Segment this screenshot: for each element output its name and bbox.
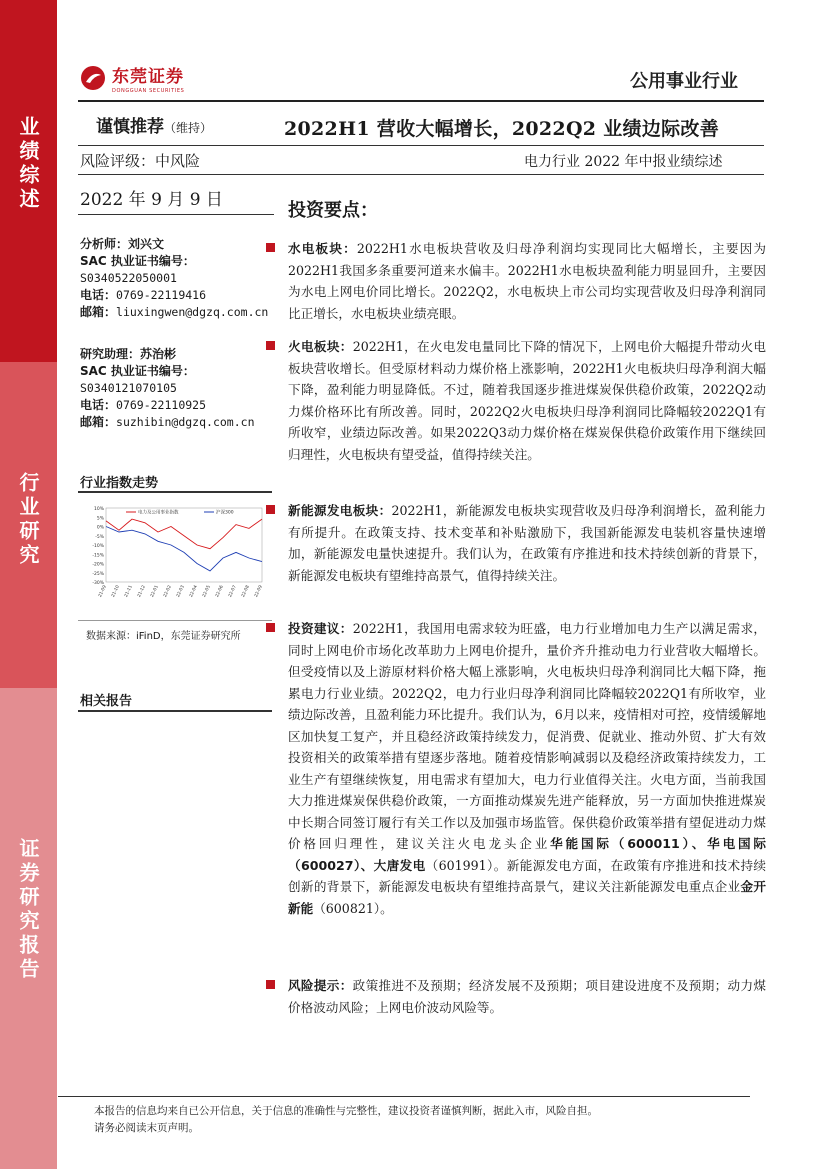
assistant-cert: S0340121070105 xyxy=(80,381,177,395)
x-tick-label: 21-11 xyxy=(123,584,134,599)
key-points-title: 投资要点： xyxy=(288,200,378,221)
sidebar-label-industry: 行业研究 xyxy=(16,472,40,568)
bullet-icon xyxy=(266,341,275,350)
logo-subtext: DONGGUAN SECURITIES xyxy=(112,88,185,94)
disclaimer xyxy=(94,1103,598,1137)
index-trend-chart xyxy=(86,500,266,610)
x-tick-label: 22-08 xyxy=(240,584,251,599)
bullet-icon xyxy=(266,980,275,989)
y-tick-label: -20% xyxy=(92,562,104,568)
stock-jinkai-code: （600821） xyxy=(313,900,381,916)
x-tick-label: 21-09 xyxy=(97,584,108,599)
divider xyxy=(78,491,272,493)
bullet-icon xyxy=(266,623,275,632)
assistant-info xyxy=(80,346,280,431)
report-headline: 2022H1 营收大幅增长，2022Q2 业绩边际改善 xyxy=(284,118,720,140)
paragraph-text: 2022H1水电板块营收及归母净利润均实现同比大幅增长，主要因为2022H1我国多条重要河道来水偏丰。2022H1水电板块盈利能力明显回升，主要因为水电上网电价同比增长。2022Q2，水电板块上市公司均实现营收及归母净利润同比正增长，水电板块业绩亮眼。 xyxy=(288,241,767,321)
x-tick-label: 22-05 xyxy=(201,584,212,599)
chart-source: 数据来源：iFinD，东莞证券研究所 xyxy=(86,631,241,642)
y-tick-label: 0% xyxy=(96,525,104,531)
paragraph-label: 风险提示： xyxy=(288,978,353,993)
x-tick-label: 22-07 xyxy=(227,584,238,599)
paragraph-label: 投资建议： xyxy=(288,621,353,636)
disclaimer-line: 请务必阅读末页声明。 xyxy=(94,1122,199,1134)
y-tick-label: 5% xyxy=(96,516,104,522)
divider xyxy=(78,620,272,621)
x-tick-label: 21-10 xyxy=(110,584,121,599)
divider xyxy=(78,145,764,146)
sidebar-segment-review xyxy=(0,0,57,362)
index-trend-title: 行业指数走势 xyxy=(80,476,159,491)
divider xyxy=(78,174,764,175)
sidebar xyxy=(0,0,57,1169)
paragraph-text: 2022H1，新能源发电板块实现营收及归母净利润增长，盈利能力有所提升。在政策支持、技术变革和补贴激励下，我国新能源发电装机容量快速增加，新能源发电量快速提升。我们认为，在政策有序推进和技术持续创新的背景下，新能源发电板块有望维持高景气，值得持续关注。 xyxy=(288,503,767,583)
separator: 、 xyxy=(691,836,708,851)
legend-label-1: 电力及公用事业指数 xyxy=(138,510,179,516)
y-tick-label: -5% xyxy=(95,534,104,540)
x-tick-label: 22-06 xyxy=(214,584,225,599)
series-line-1 xyxy=(106,519,262,549)
y-tick-label: 10% xyxy=(93,507,104,512)
bullet-icon xyxy=(266,243,275,252)
analyst-cert-label: SAC 执业证书编号： xyxy=(80,254,195,268)
logo-text: 东莞证券 xyxy=(112,67,184,87)
rating-note: （维持） xyxy=(164,121,213,135)
x-tick-label: 22-03 xyxy=(175,584,186,599)
plot-area xyxy=(106,508,262,582)
rating-label: 谨慎推荐 xyxy=(96,117,164,137)
stock-datang: 大唐发电 xyxy=(373,857,426,873)
series-line-2 xyxy=(106,527,262,571)
company-logo xyxy=(80,62,184,94)
paragraph-end: 。 xyxy=(380,900,393,916)
y-tick-label: -30% xyxy=(92,581,104,586)
divider xyxy=(78,710,272,712)
analyst-email-label: 邮箱： xyxy=(80,305,117,319)
industry-label: 公用事业行业 xyxy=(630,71,738,92)
sidebar-label-report: 证券研究报告 xyxy=(16,838,40,982)
assistant-tel: 0769-22110925 xyxy=(116,398,207,412)
paragraph-thermal xyxy=(288,336,766,465)
sidebar-segment-report xyxy=(0,688,57,1169)
y-tick-label: -15% xyxy=(92,553,104,559)
divider xyxy=(78,214,274,215)
stock-datang-code: （601991） xyxy=(425,857,494,873)
paragraph-risk xyxy=(288,975,766,1018)
paragraph-text: 。新能源发电方面，在政策有序推进和技术持续创新的背景下，新能源发电板块有望维持高景气，建议关注新能源发电重点企业 xyxy=(288,857,767,894)
paragraph-text: 2022H1，在火电发电量同比下降的情况下，上网电价大幅提升带动火电板块营收增长。但受原材料动力煤价格上涨影响，2022H1火电板块归母净利润大幅下降，盈利能力明显降低。不过，随着我国逐步推进煤炭保供稳价政策，2022Q2动力煤价格环比有所改善。同时，2022Q2火电板块归母净利润同比降幅较2022Q1有所收窄，业绩边际改善。如果2022Q3动力煤价格在煤炭保供稳价政策作用下继续回归理性，火电板块有望受益，值得持续关注。 xyxy=(288,339,767,462)
assistant-name: 研究助理：苏治彬 xyxy=(80,347,177,361)
risk-rating: 风险评级：中风险 xyxy=(80,152,201,170)
stock-huadian: 华电国际（600027） xyxy=(288,836,767,873)
separator: 、 xyxy=(360,857,374,873)
y-tick-label: -10% xyxy=(92,544,104,549)
paragraph-investment xyxy=(288,618,766,919)
x-tick-label: 22-09 xyxy=(253,584,264,599)
y-tick-label: -25% xyxy=(92,571,104,577)
analyst-tel: 0769-22119416 xyxy=(116,288,207,302)
x-tick-label: 22-01 xyxy=(149,584,160,599)
analyst-cert: S0340522050001 xyxy=(80,271,177,285)
header-divider xyxy=(78,100,764,102)
sidebar-segment-industry xyxy=(0,362,57,688)
disclaimer-line: 本报告的信息均来自已公开信息，关于信息的准确性与完整性，建议投资者谨慎判断，据此入市，风险自担。 xyxy=(94,1105,598,1117)
analyst-name: 分析师：刘兴文 xyxy=(80,237,165,251)
paragraph-label: 火电板块： xyxy=(288,339,353,354)
x-tick-label: 21-12 xyxy=(136,584,147,599)
assistant-cert-label: SAC 执业证书编号： xyxy=(80,364,195,378)
paragraph-renewable xyxy=(288,500,766,586)
analyst-email[interactable]: liuxingwen@dgzq.com.cn xyxy=(116,305,269,319)
paragraph-label: 水电板块： xyxy=(288,241,357,256)
x-tick-label: 22-04 xyxy=(188,584,199,599)
paragraph-label: 新能源发电板块： xyxy=(288,503,392,518)
paragraph-text: 政策推进不及预期；经济发展不及预期；项目建设进度不及预期；动力煤价格波动风险；上网电价波动风险等。 xyxy=(288,978,767,1015)
related-reports-title: 相关报告 xyxy=(80,694,133,709)
sidebar-label-review: 业绩综述 xyxy=(16,116,40,212)
assistant-email-label: 邮箱： xyxy=(80,415,117,429)
assistant-tel-label: 电话： xyxy=(80,398,117,412)
legend-label-2: 沪深300 xyxy=(216,510,234,516)
paragraph-hydro xyxy=(288,238,766,324)
bullet-icon xyxy=(266,505,275,514)
assistant-email[interactable]: suzhibin@dgzq.com.cn xyxy=(116,415,255,429)
report-subtitle: 电力行业 2022 年中报业绩综述 xyxy=(524,154,723,170)
analyst-tel-label: 电话： xyxy=(80,288,117,302)
stock-jinkai: 金开新能 xyxy=(288,879,767,916)
footer-divider xyxy=(58,1096,750,1097)
analyst-info xyxy=(80,236,280,321)
stock-huaneng: 华能国际（600011） xyxy=(550,836,692,851)
report-date: 2022 年 9 月 9 日 xyxy=(80,190,223,210)
paragraph-text: 2022H1，我国用电需求较为旺盛，电力行业增加电力生产以满足需求，同时上网电价市场化改革助力上网电价提升，量价齐升推动电力行业营收大幅增长。但受疫情以及上游原材料价格大幅上涨影响，火电板块归母净利润同比大幅下降，拖累电力行业业绩。2022Q2，电力行业归母净利润同比降幅较2022Q1有所收窄，业绩边际改善，且盈利能力环比提升。我们认为，6月以来，疫情相对可控，疫情缓解地区加快复工复产，并且稳经济政策持续发力，促消费、促就业、推动外贸、扩大有效投资相关的政策举措有望逐步落地。随着疫情影响减弱以及稳经济政策持续发力，工业生产有望继续恢复，用电需求有望加大，电力行业值得关注。火电方面，当前我国大力推进煤炭保供稳价政策，一方面推动煤炭先进产能释放，另一方面加快推进煤炭中长期合同签订履行有关工作以及加强市场监管。保供稳价政策举措有望促进动力煤价格回归理性，建议关注火电龙头企业 xyxy=(288,621,767,851)
logo-emblem-icon xyxy=(80,65,106,91)
rating xyxy=(96,112,212,137)
x-tick-label: 22-02 xyxy=(162,584,173,599)
